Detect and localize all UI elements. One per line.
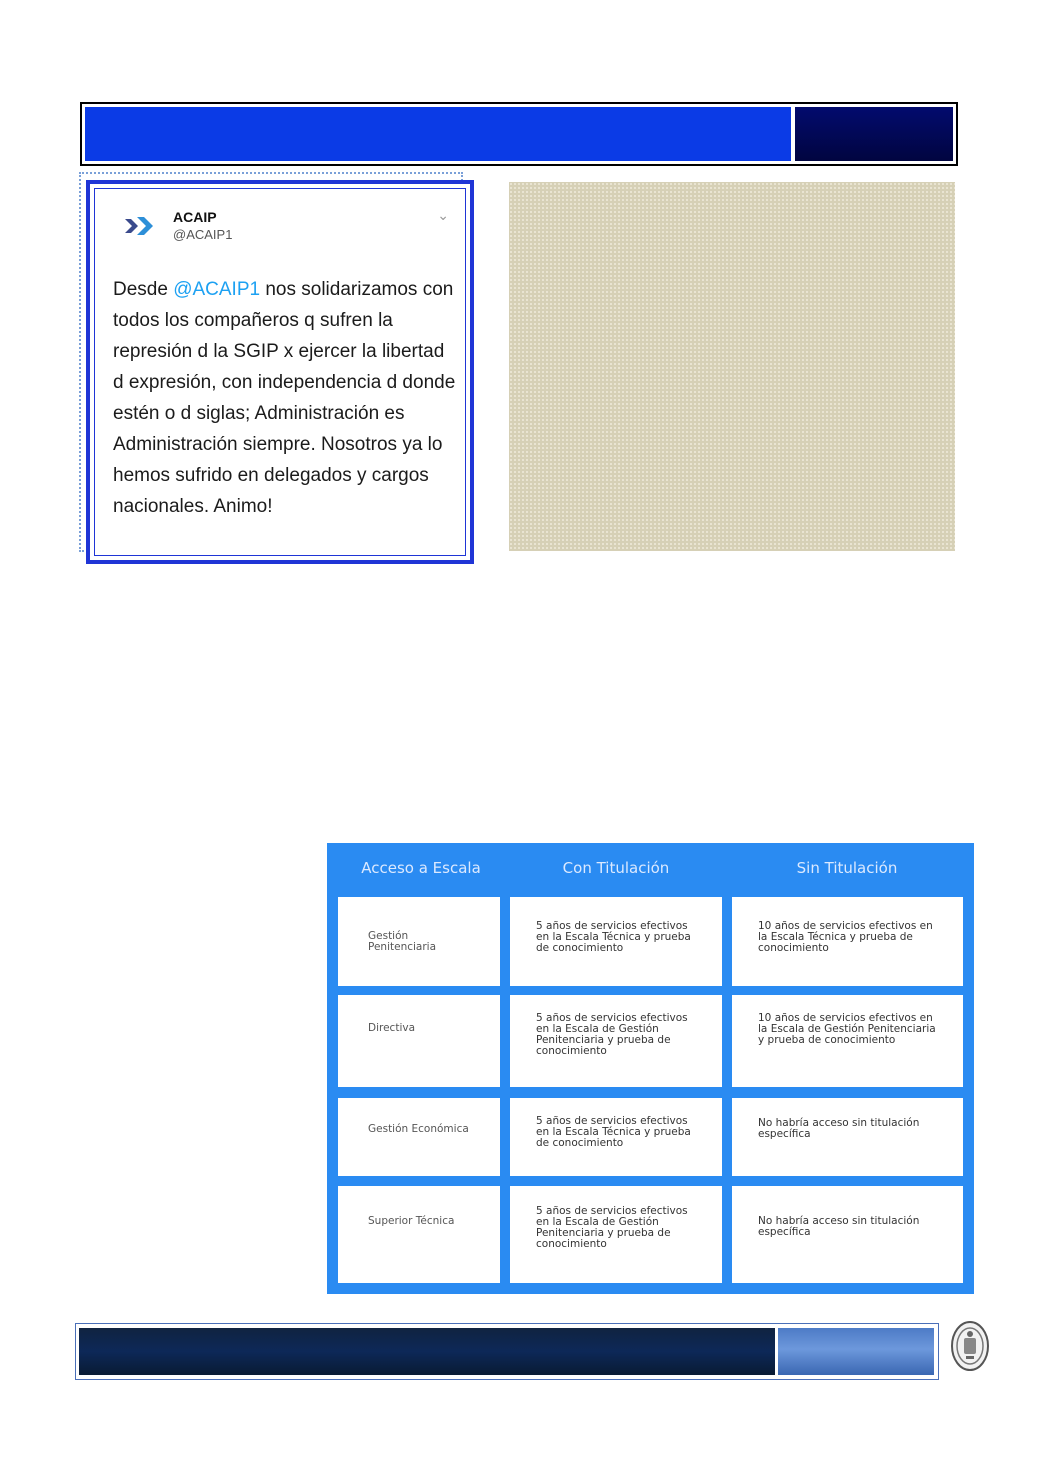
- table-cell-sin-titulacion: 10 años de servicios efectivos en la Escala Técnica y prueba de conocimiento: [732, 897, 963, 986]
- footer-banner: [75, 1323, 939, 1380]
- tweet-inner: [94, 188, 466, 556]
- tweet-text-prefix: Desde: [113, 279, 174, 300]
- table-header-con-titulacion: Con Titulación: [562, 859, 670, 877]
- acaip-logo-icon: [121, 211, 159, 241]
- tweet-author-name[interactable]: ACAIP: [173, 209, 217, 225]
- chevron-down-icon[interactable]: ⌄: [437, 207, 449, 223]
- table-cell-escala: Gestión Económica: [338, 1098, 500, 1176]
- table-cell-con-titulacion: 5 años de servicios efectivos en la Escala de Gestión Penitenciaria y prueba de conocimiento: [510, 1186, 722, 1283]
- footer-banner-main: [79, 1328, 775, 1375]
- table-cell-con-titulacion: 5 años de servicios efectivos en la Escala de Gestión Penitenciaria y prueba de conocimiento: [510, 995, 722, 1087]
- access-table: [327, 843, 974, 1294]
- table-cell-sin-titulacion: No habría acceso sin titulación específica: [732, 1098, 963, 1176]
- table-cell-con-titulacion: 5 años de servicios efectivos en la Escala Técnica y prueba de conocimiento: [510, 1098, 722, 1176]
- top-banner-main: [85, 107, 791, 161]
- table-header-sin-titulacion: Sin Titulación: [796, 859, 898, 877]
- table-cell-con-titulacion: 5 años de servicios efectivos en la Escala Técnica y prueba de conocimiento: [510, 897, 722, 986]
- top-banner-side: [795, 107, 953, 161]
- image-placeholder-panel: [509, 182, 955, 551]
- emblem-seal-icon: [950, 1316, 990, 1374]
- table-cell-escala: Gestión Penitenciaria: [338, 897, 500, 986]
- tweet-text-body: nos solidarizamos con todos los compañeros q sufren la represión d la SGIP x ejercer la libertad d expresión, con independencia d donde estén o d siglas; Administración es Administración siempre. Nosotros ya lo hemos sufrido en delegados y cargos nacionales. Animo!: [113, 279, 456, 517]
- table-cell-sin-titulacion: No habría acceso sin titulación específica: [732, 1186, 963, 1283]
- tweet-author-handle[interactable]: @ACAIP1: [173, 227, 233, 242]
- footer-banner-side: [778, 1328, 934, 1375]
- tweet-card: [86, 180, 474, 564]
- table-cell-escala: Directiva: [338, 995, 500, 1087]
- table-header-acceso: Acceso a Escala: [361, 859, 481, 877]
- top-banner: [80, 102, 958, 166]
- tweet-mention-link[interactable]: @ACAIP1: [173, 279, 261, 300]
- tweet-text: [113, 274, 459, 522]
- table-cell-escala: Superior Técnica: [338, 1186, 500, 1283]
- table-cell-sin-titulacion: 10 años de servicios efectivos en la Escala de Gestión Penitenciaria y prueba de conocimiento: [732, 995, 963, 1087]
